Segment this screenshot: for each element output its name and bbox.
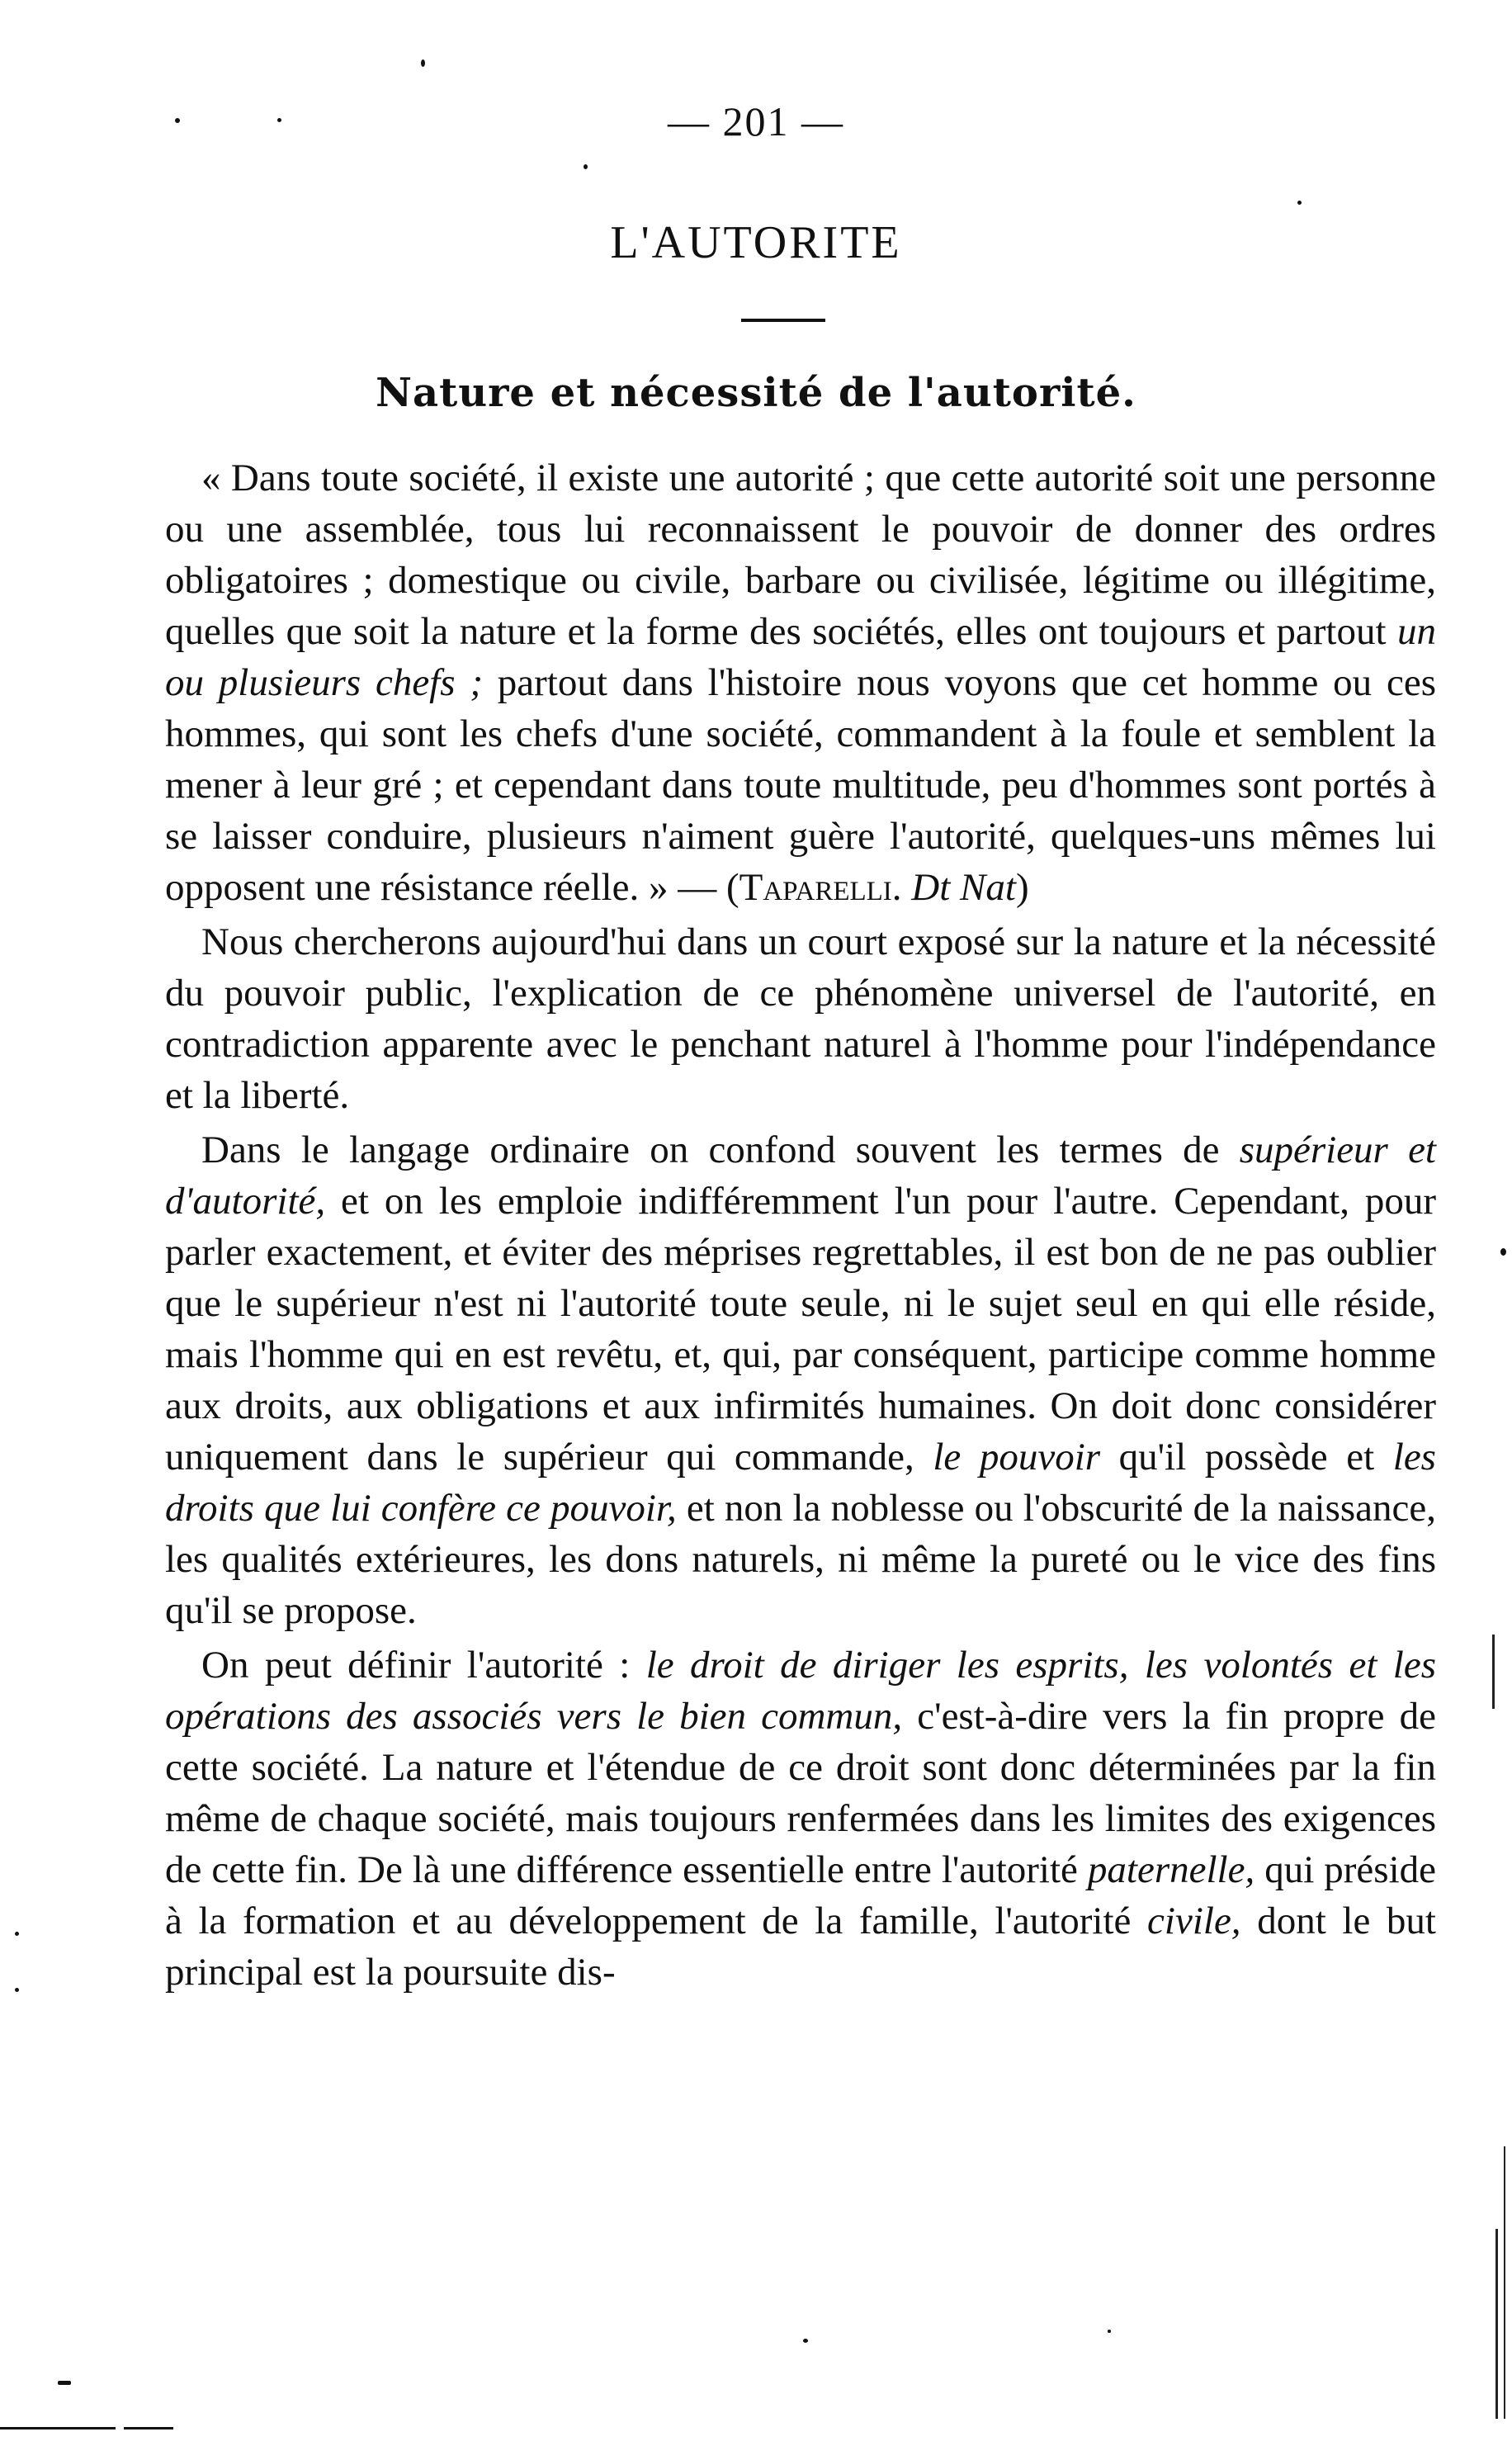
scan-speck — [1500, 1248, 1506, 1256]
title-rule — [741, 319, 825, 322]
scan-edge-line — [1504, 2146, 1505, 2419]
paragraph-quote — [165, 452, 1436, 913]
scan-edge-line — [1492, 1635, 1495, 1709]
italic-run: les droits que lui confère ce pouvoir, — [165, 1436, 1436, 1530]
scan-speck — [584, 164, 588, 169]
scan-speck — [1108, 2330, 1111, 2333]
italic-run: un ou plusieurs chefs ; — [165, 610, 1436, 704]
text-run: ) — [1015, 866, 1029, 909]
scan-edge-line — [1495, 2229, 1498, 2419]
text-run: « Dans toute société, il existe une autorité ; que cette autorité soit une personne ou une assemblée, tous lui reconnaissent le pouvoir de donner des ordres obligatoires ; domestique ou civile, barbare ou civilisée, légitime ou illégitime, quelles que soit la nature et la forme des sociétés, elles ont toujours et partout — [165, 457, 1436, 653]
scan-speck — [58, 2381, 71, 2385]
section-heading: Nature et nécessité de l'autorité. — [376, 370, 1136, 416]
italic-run: paternelle, — [1087, 1848, 1255, 1891]
paragraph-definition — [165, 1639, 1436, 1998]
scan-speck — [803, 2339, 808, 2343]
text-run: qui préside à la formation et au développement de la famille, l'autorité — [165, 1848, 1436, 1942]
scan-edge-line — [0, 2427, 116, 2429]
page-number: — 201 — — [668, 98, 844, 144]
text-run: c'est-à-dire vers la fin propre de cette société. La nature et l'étendue de ce droit sont donc déterminées par la fin même de chaque société, mais toujours renfermées dans les limites des exigences de cette fin. De là une différence essentielle entre l'autorité — [165, 1695, 1437, 1891]
scan-speck — [277, 118, 281, 122]
scan-edge-line — [124, 2427, 173, 2429]
italic-run: le droit de diriger les esprits, les volontés et les opérations des associés vers le bien commun, — [165, 1644, 1436, 1738]
scan-speck — [1297, 201, 1302, 205]
text-run: qu'il possède et — [1100, 1436, 1393, 1478]
text-run: et on les emploie indifféremment l'un pour l'autre. Cependant, pour parler exactement, et éviter des méprises regrettables, il est bon de ne pas oublier que le supérieur n'est ni l'autorité toute seule, ni le sujet seul en qui elle réside, mais l'homme qui en est revêtu, et, qui, par conséquent, participe comme homme aux droits, aux obligations et aux infirmités humaines. On doit donc considérer uniquement dans le supérieur qui commande, — [165, 1180, 1436, 1478]
italic-run: supérieur et d'autorité, — [165, 1128, 1436, 1223]
body-text — [165, 452, 1436, 1998]
paragraph-intro: Nous chercherons aujourd'hui dans un court exposé sur la nature et la nécessité du pouvoir public, l'explication de ce phénomène universel de l'autorité, en contradiction apparente avec le penchant naturel à l'homme pour l'indépendance et la liberté. — [165, 920, 1436, 1117]
text-run: et non la noblesse ou l'obscurité de la naissance, les qualités extérieures, les dons naturels, ni même la pureté ou le vice des fins qu'il se propose. — [165, 1487, 1436, 1632]
citation-author: Taparelli. — [739, 866, 902, 909]
text-run: On peut définir l'autorité : — [201, 1644, 646, 1687]
italic-run: civile, — [1147, 1900, 1241, 1942]
citation-work: Dt Nat — [901, 866, 1016, 909]
scan-speck — [15, 1932, 19, 1936]
paragraph-superieur — [165, 1124, 1436, 1636]
italic-run: le pouvoir — [933, 1436, 1101, 1478]
scan-speck — [175, 118, 180, 123]
scan-speck — [15, 1988, 19, 1992]
text-run: Dans le langage ordinaire on confond souvent les termes de — [201, 1128, 1240, 1171]
text-run: partout dans l'histoire nous voyons que cet homme ou ces hommes, qui sont les chefs d'une société, commandent à la foule et semblent la mener à leur gré ; et cependant dans toute multitude, peu d'hommes sont portés à se laisser conduire, plusieurs n'aiment guère l'autorité, quelques-uns mêmes lui opposent une résistance réelle. » — ( — [165, 661, 1436, 909]
scan-speck — [421, 59, 425, 67]
chapter-title: L'AUTORITE — [610, 217, 902, 268]
text-run: dont le but principal est la poursuite dis- — [165, 1900, 1436, 1994]
